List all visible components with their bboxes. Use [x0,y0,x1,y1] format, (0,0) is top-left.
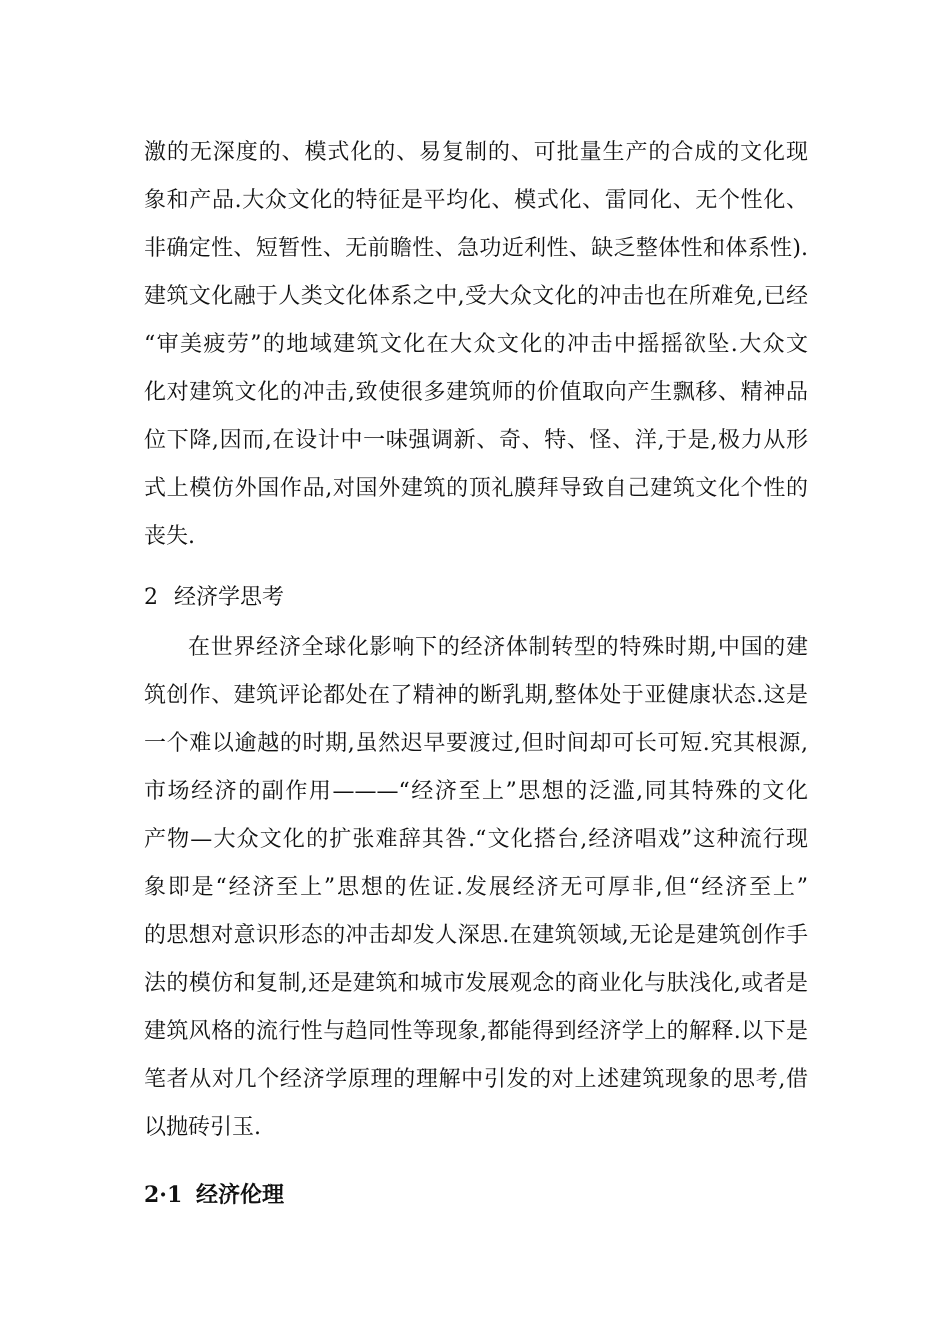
paragraph-2-line-4: 市场经济的副作用———“经济至上”思想的泛滥,同其特殊的文化 [144,779,808,804]
paragraph-2-line-2: 筑创作、建筑评论都处在了精神的断乳期,整体处于亚健康状态.这是 [144,683,808,708]
subsection-heading [144,1180,284,1210]
paragraph-1-line-1: 激的无深度的、模式化的、易复制的、可批量生产的合成的文化现 [144,140,808,165]
subsection-number: 2·1 [144,1182,183,1208]
paragraph-1-line-2: 象和产品.大众文化的特征是平均化、模式化、雷同化、无个性化、 [144,188,808,213]
paragraph-1-line-6: 化对建筑文化的冲击,致使很多建筑师的价值取向产生飘移、精神品 [144,380,808,405]
paragraph-2-line-5: 产物—大众文化的扩张难辞其咎.“文化搭台,经济唱戏”这种流行现 [144,827,808,852]
section-number: 2 [144,585,158,610]
section-title: 经济学思考 [174,585,285,610]
paragraph-1-line-8: 式上模仿外国作品,对国外建筑的顶礼膜拜导致自己建筑文化个性的 [144,476,808,501]
paragraph-2-line-1: 在世界经济全球化影响下的经济体制转型的特殊时期,中国的建 [188,635,808,660]
section-heading [144,583,284,613]
paragraph-2-line-6: 象即是“经济至上”思想的佐证.发展经济无可厚非,但“经济至上” [144,875,808,900]
paragraph-1-line-4: 建筑文化融于人类文化体系之中,受大众文化的冲击也在所难免,已经 [144,284,808,309]
paragraph-2-line-7: 的思想对意识形态的冲击却发人深思.在建筑领域,无论是建筑创作手 [144,923,808,948]
paragraph-1-line-9: 丧失. [144,524,195,549]
subsection-title: 经济伦理 [196,1182,285,1208]
paragraph-2-line-11: 以抛砖引玉. [144,1115,261,1140]
paragraph-2-line-8: 法的模仿和复制,还是建筑和城市发展观念的商业化与肤浅化,或者是 [144,971,808,996]
paragraph-2-line-9: 建筑风格的流行性与趋同性等现象,都能得到经济学上的解释.以下是 [144,1019,808,1044]
paragraph-2-line-10: 笔者从对几个经济学原理的理解中引发的对上述建筑现象的思考,借 [144,1067,808,1092]
paragraph-1-line-7: 位下降,因而,在设计中一味强调新、奇、特、怪、洋,于是,极力从形 [144,428,808,453]
paragraph-1-line-5: “审美疲劳”的地域建筑文化在大众文化的冲击中摇摇欲坠.大众文 [144,332,808,357]
paragraph-1-line-3: 非确定性、短暂性、无前瞻性、急功近利性、缺乏整体性和体系性). [144,236,808,261]
paragraph-2-line-3: 一个难以逾越的时期,虽然迟早要渡过,但时间却可长可短.究其根源, [144,731,808,756]
